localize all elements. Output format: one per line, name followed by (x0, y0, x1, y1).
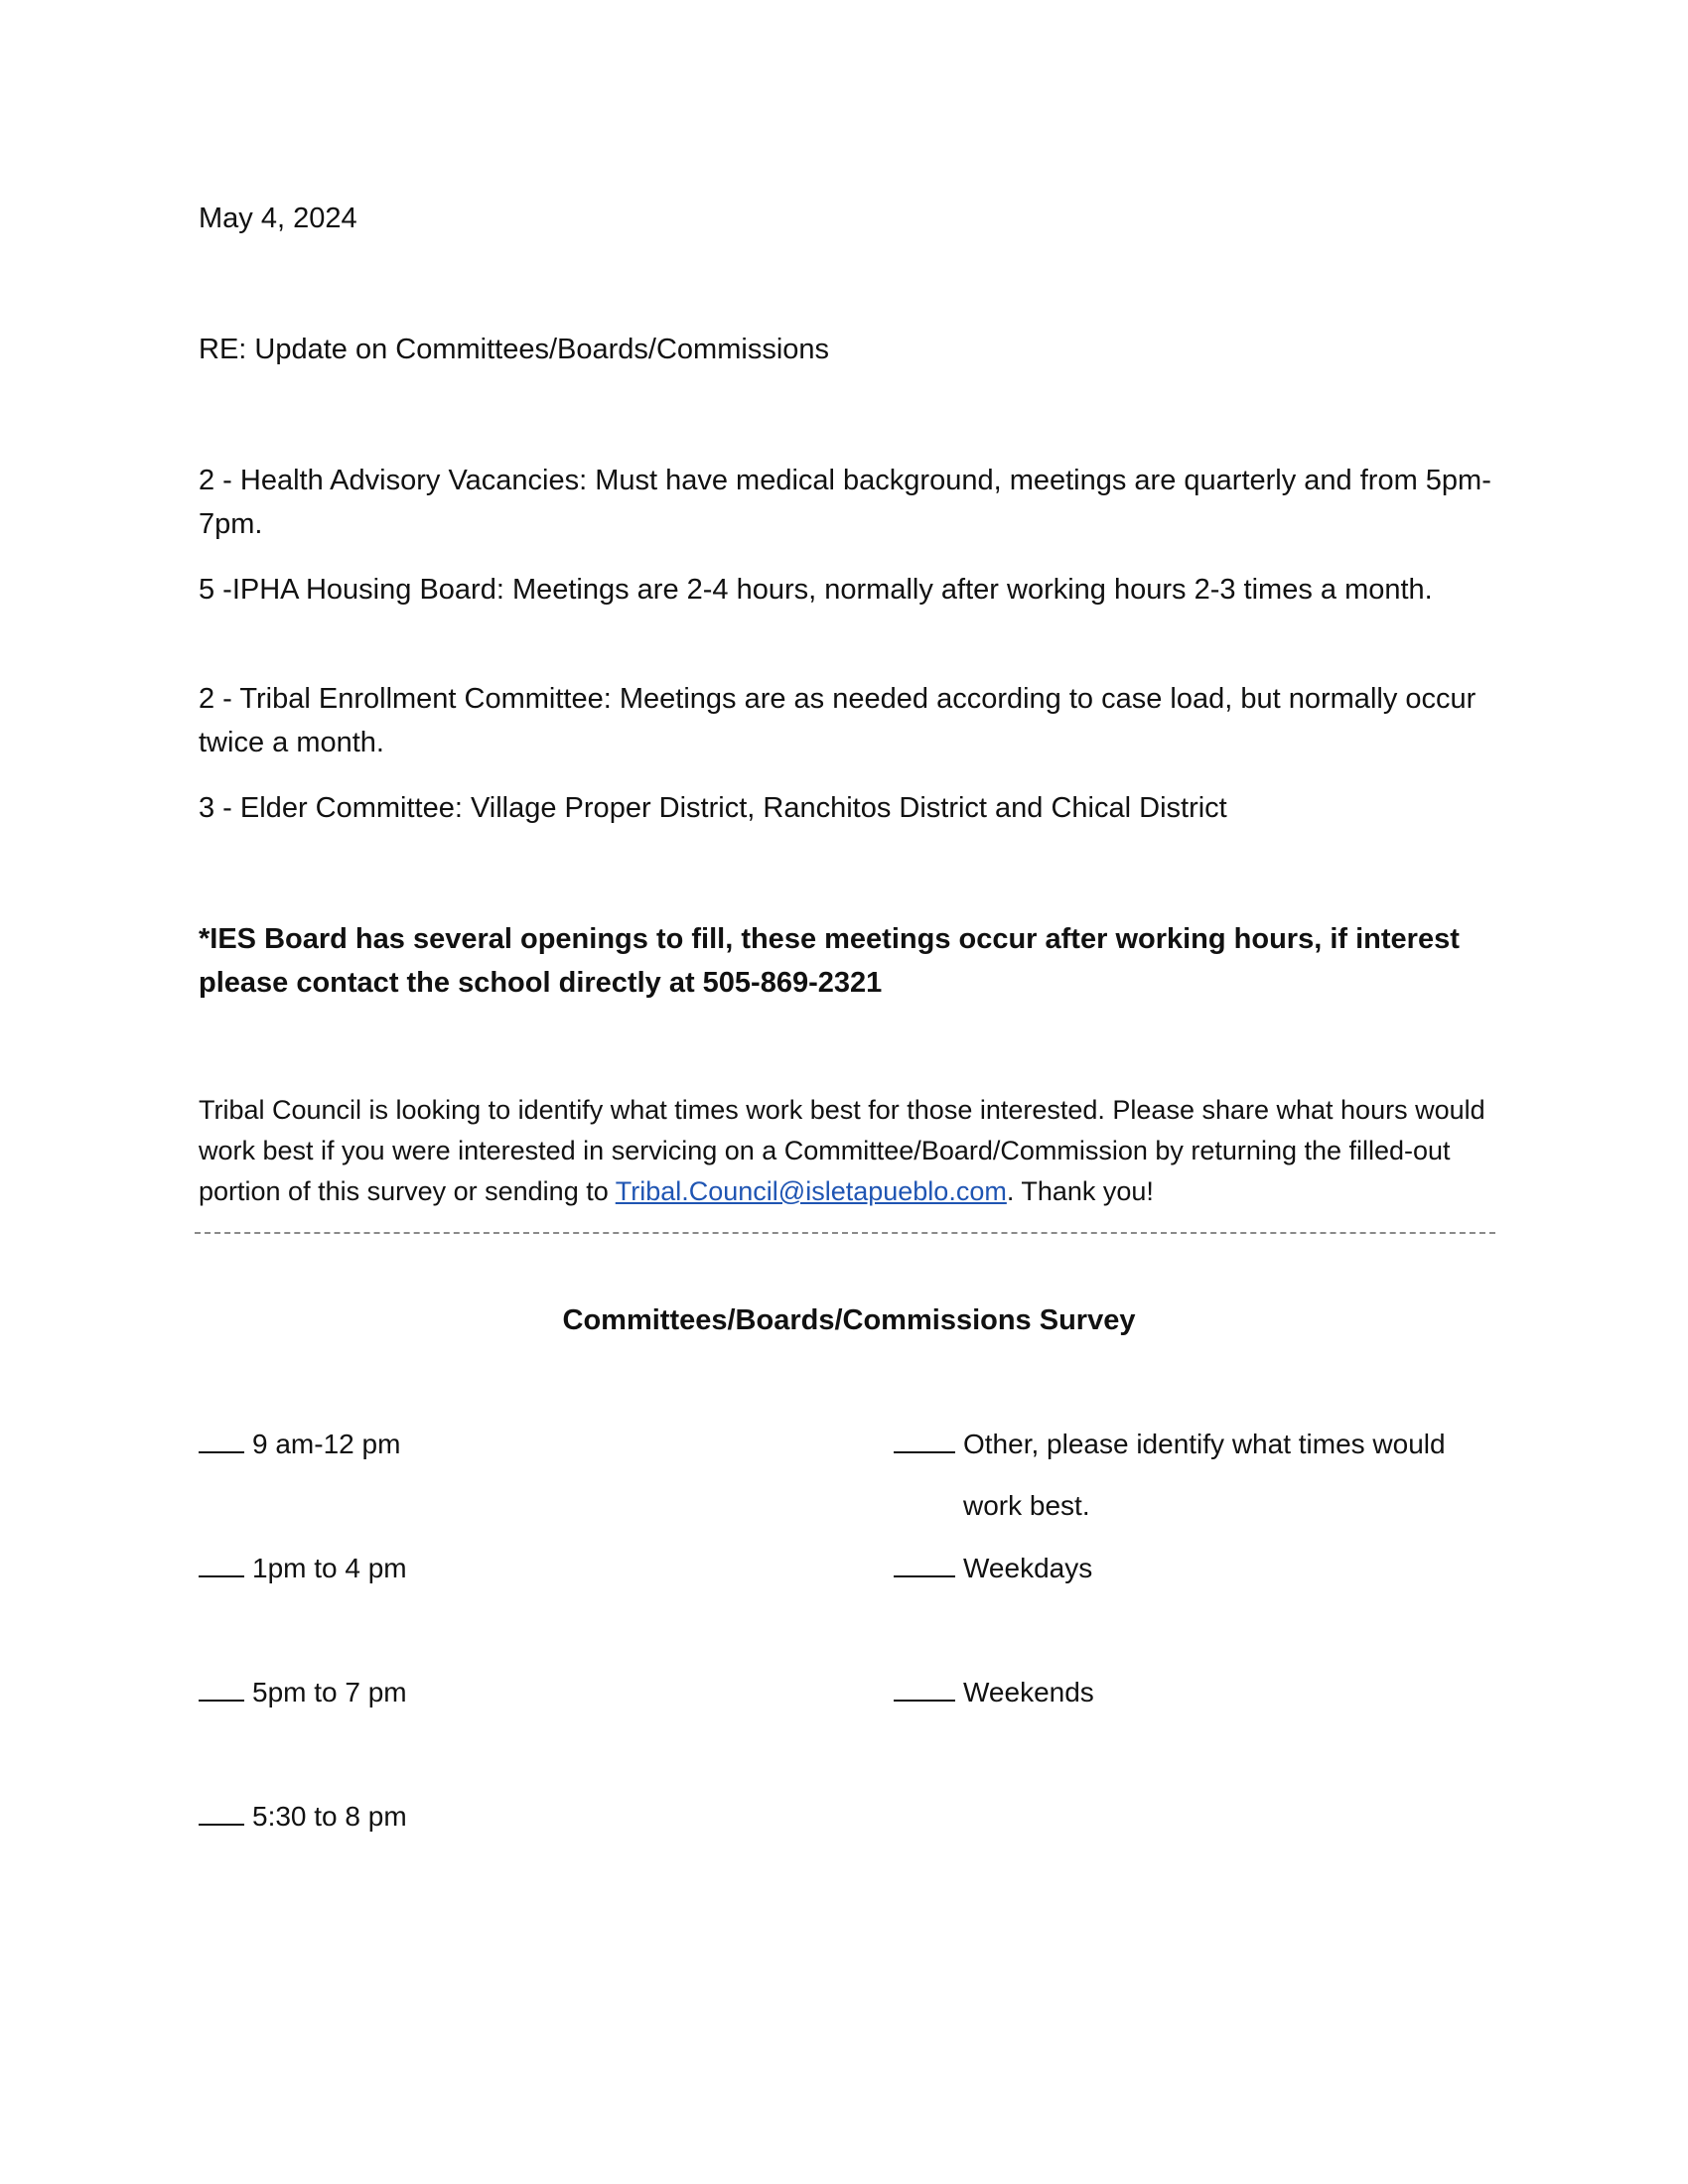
survey-option-1pm-4pm[interactable] (199, 1547, 407, 1590)
vacancy-elder-committee: 3 - Elder Committee: Village Proper District, Ranchitos District and Chical District (199, 792, 1227, 824)
survey-option-530-8pm[interactable] (199, 1795, 407, 1839)
option-label: 9 am-12 pm (252, 1429, 401, 1459)
survey-option-other[interactable] (894, 1423, 1446, 1466)
survey-option-other-continuation: work best. (963, 1490, 1090, 1521)
request-text: Tribal Council is looking to identify what times work best for those interested. Please share what hours would work best if you were interested in servicing on a Committee/Board/Commission by returning the filled-out portion of this survey or sending to (199, 1095, 1485, 1206)
option-blank-line[interactable] (199, 1548, 244, 1577)
survey-option-5pm-7pm[interactable] (199, 1671, 407, 1714)
option-label: 1pm to 4 pm (252, 1553, 407, 1583)
ies-board-notice: *IES Board has several openings to fill, these meetings occur after working hours, if interest please contact the school directly at 505-869-2321 (199, 923, 1460, 999)
option-blank-line[interactable] (199, 1672, 244, 1702)
survey-title: Committees/Boards/Commissions Survey (562, 1304, 1136, 1336)
survey-option-weekdays[interactable] (894, 1547, 1092, 1590)
option-blank-line[interactable] (894, 1672, 955, 1702)
option-label: Other, please identify what times would (963, 1429, 1446, 1459)
letter-date: May 4, 2024 (199, 203, 357, 234)
option-blank-line[interactable] (894, 1548, 955, 1577)
request-thanks: . Thank you! (1006, 1176, 1154, 1206)
vacancy-ipha-housing: 5 -IPHA Housing Board: Meetings are 2-4 hours, normally after working hours 2-3 times a month. (199, 574, 1433, 606)
survey-option-weekends[interactable] (894, 1671, 1094, 1714)
option-blank-line[interactable] (199, 1424, 244, 1453)
option-blank-line[interactable] (199, 1796, 244, 1826)
survey-request-paragraph (199, 1090, 1499, 1212)
survey-option-9am-12pm[interactable] (199, 1423, 400, 1466)
vacancy-tribal-enrollment: 2 - Tribal Enrollment Committee: Meetings are as needed according to case load, but normally occur twice a month. (199, 683, 1477, 758)
vacancy-health-advisory: 2 - Health Advisory Vacancies: Must have medical background, meetings are quarterly and from 5pm-7pm. (199, 465, 1491, 540)
email-link[interactable]: Tribal.Council@isletapueblo.com (615, 1176, 1007, 1206)
option-label: 5pm to 7 pm (252, 1677, 407, 1707)
letter-subject: RE: Update on Committees/Boards/Commissions (199, 334, 830, 365)
option-blank-line[interactable] (894, 1424, 955, 1453)
option-label: Weekends (963, 1677, 1094, 1707)
cut-line-divider (195, 1232, 1495, 1234)
option-label: 5:30 to 8 pm (252, 1801, 407, 1832)
option-label: Weekdays (963, 1553, 1093, 1583)
